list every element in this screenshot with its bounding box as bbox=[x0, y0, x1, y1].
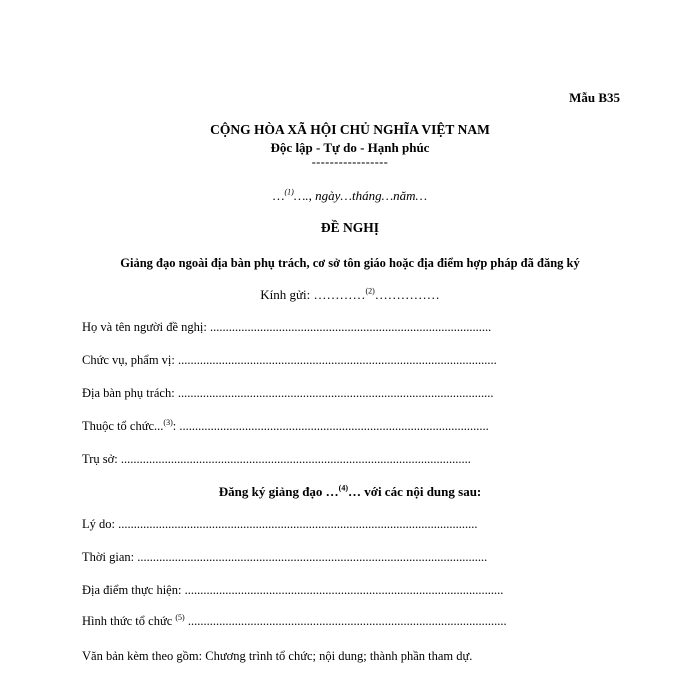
field-dots: ................................................................................................................ bbox=[137, 550, 488, 564]
recipient-label: Kính gửi: ………… bbox=[260, 287, 366, 302]
field-dots: ................................................................................................................... bbox=[118, 517, 478, 531]
field-label: Thuộc tổ chức... bbox=[82, 419, 164, 433]
field-dots: .......................................................................................... bbox=[209, 320, 492, 334]
footnote-2: (2) bbox=[365, 286, 375, 296]
field-dots: ...................................................................................................... bbox=[184, 614, 507, 628]
field-label: Địa điểm thực hiện: bbox=[82, 583, 185, 597]
field-reason[interactable] bbox=[82, 517, 477, 532]
dateline-rest: …., ngày…tháng…năm… bbox=[293, 188, 428, 203]
field-dots: ..................................................................................................... bbox=[177, 386, 494, 400]
field-organization[interactable] bbox=[82, 419, 489, 434]
field-format[interactable] bbox=[82, 614, 507, 629]
nation-heading: CỘNG HÒA XÃ HỘI CHỦ NGHĨA VIỆT NAM bbox=[210, 122, 490, 137]
footnote-1: (1) bbox=[284, 187, 294, 197]
field-area[interactable] bbox=[82, 386, 493, 401]
field-label: Chức vụ, phẩm vị: bbox=[82, 353, 179, 367]
field-headquarters[interactable] bbox=[82, 452, 471, 467]
field-full-name[interactable] bbox=[82, 320, 491, 335]
field-location[interactable] bbox=[82, 583, 503, 598]
footnote-4: (4) bbox=[338, 483, 348, 493]
field-label: Hình thức tổ chức bbox=[82, 614, 176, 628]
document-subtitle: Giảng đạo ngoài địa bàn phụ trách, cơ sở tôn giáo hoặc địa điểm hợp pháp đã đăng ký bbox=[120, 256, 580, 270]
field-dots: ...................................................................................................... bbox=[184, 583, 504, 597]
field-dots: ................................................................................................................ bbox=[120, 452, 471, 466]
recipient-line bbox=[0, 287, 700, 303]
field-label: Trụ sở: bbox=[82, 452, 121, 466]
registration-prefix: Đăng ký giảng đạo … bbox=[218, 484, 339, 499]
field-label: Lý do: bbox=[82, 517, 119, 531]
field-label: Thời gian: bbox=[82, 550, 138, 564]
form-id: Mẫu B35 bbox=[569, 90, 620, 105]
field-dots: ...................................................................................................... bbox=[178, 353, 497, 367]
field-label: Địa bàn phụ trách: bbox=[82, 386, 178, 400]
header-divider: ----------------- bbox=[311, 155, 389, 169]
document-title: ĐỀ NGHỊ bbox=[320, 220, 380, 235]
attachments-line: Văn bản kèm theo gồm: Chương trình tổ chức; nội dung; thành phần tham dự. bbox=[82, 649, 473, 663]
field-time[interactable] bbox=[82, 550, 487, 565]
registration-rest: … với các nội dung sau: bbox=[348, 484, 482, 499]
footnote-5: (5) bbox=[175, 612, 185, 622]
field-label: Họ và tên người đề nghị: bbox=[82, 320, 210, 334]
recipient-rest: …………… bbox=[374, 287, 440, 302]
dateline bbox=[0, 188, 700, 204]
registration-heading bbox=[0, 484, 700, 500]
footnote-3: (3) bbox=[163, 417, 173, 427]
dateline-prefix: … bbox=[272, 188, 285, 203]
field-position[interactable] bbox=[82, 353, 497, 368]
national-motto: Độc lập - Tự do - Hạnh phúc bbox=[270, 140, 430, 155]
field-dots: : ................................................................................................... bbox=[172, 419, 489, 433]
